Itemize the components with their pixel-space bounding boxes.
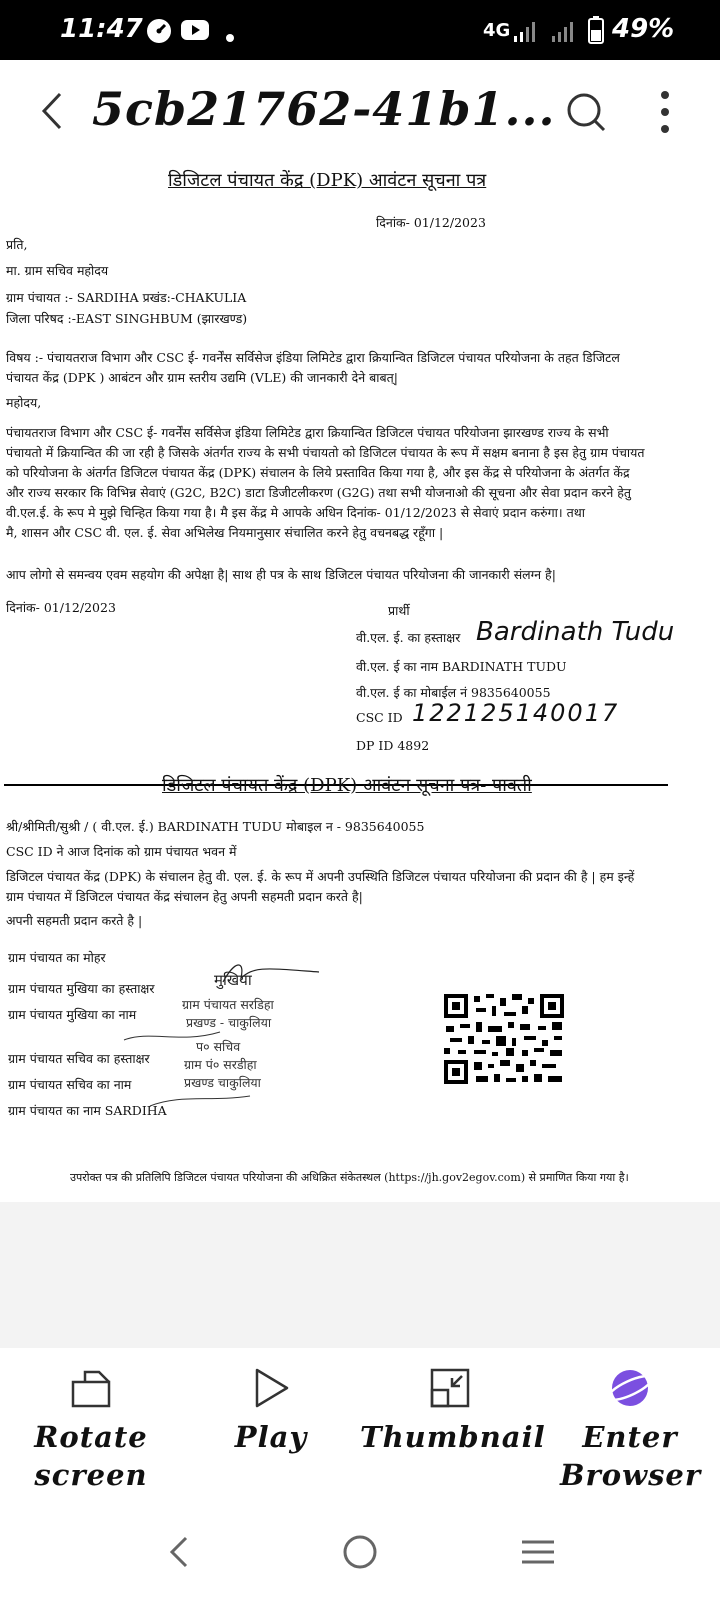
vle-mobile: वी.एल. ई का मोबाईल नं 9835640055 bbox=[356, 685, 551, 700]
rotate-label-2: screen bbox=[34, 1458, 148, 1492]
subject-line-2: पंचायत केंद्र (DPK ) आबंटन और ग्राम स्तरीय उद्यमि (VLE) की जानकारी देने बाबत्| bbox=[6, 370, 399, 385]
nav-recents-button[interactable] bbox=[518, 1532, 558, 1572]
mukhiya-signature-scribble bbox=[215, 958, 325, 988]
search-icon bbox=[562, 88, 610, 136]
back-button[interactable] bbox=[30, 88, 76, 134]
applicant-label: प्रार्थी bbox=[388, 603, 410, 618]
csc-id-handwritten: 122125140017 bbox=[412, 699, 620, 727]
signal-icon bbox=[512, 20, 582, 46]
csc-id-label: CSC ID bbox=[356, 710, 403, 725]
date-line: दिनांक- 01/12/2023 bbox=[376, 215, 486, 230]
sachiv-sign-label: ग्राम पंचायत सचिव का हस्ताक्षर bbox=[8, 1051, 150, 1066]
receipt-body-2: ग्राम पंचायत में डिजिटल पंचायत केंद्र संचालन हेतु अपनी सहमती प्रदान करते है| bbox=[6, 889, 363, 904]
nav-home-button[interactable] bbox=[340, 1532, 380, 1572]
document-page bbox=[0, 162, 720, 1202]
body-line-4: और राज्य सरकार कि विभिन्न सेवाएं (G2C, B2C) डाटा डिजीटलीकरण (G2G) तथा सभी योजनाओ की सूचना और सेवा प्रदान करने हेतु bbox=[6, 485, 632, 500]
speedometer-icon bbox=[146, 18, 172, 48]
panchayat-name-label: ग्राम पंचायत का नाम SARDIHA bbox=[8, 1103, 167, 1118]
thumbnail-button[interactable] bbox=[360, 1366, 546, 1456]
planet-browser-icon bbox=[607, 1366, 653, 1410]
play-icon bbox=[249, 1366, 293, 1410]
network-type: 4G bbox=[483, 20, 511, 41]
notification-dot-icon bbox=[226, 27, 234, 46]
thumbnail-icon bbox=[428, 1366, 472, 1410]
browser-label-2: Browser bbox=[560, 1458, 702, 1492]
date-left: दिनांक- 01/12/2023 bbox=[6, 600, 116, 615]
rotate-screen-button[interactable] bbox=[24, 1366, 158, 1494]
battery-level: 49% bbox=[612, 14, 675, 44]
youtube-icon bbox=[180, 18, 210, 46]
panchayat-line: ग्राम पंचायत :- SARDIHA प्रखंड:-CHAKULIA bbox=[6, 290, 247, 305]
more-options-button[interactable] bbox=[650, 86, 680, 138]
nav-back-button[interactable] bbox=[160, 1532, 200, 1572]
system-navigation-bar bbox=[0, 1520, 720, 1600]
seal-label: ग्राम पंचायत का मोहर bbox=[8, 950, 106, 965]
stamp-sachiv-line-3: प्रखण्ड चाकुलिया bbox=[184, 1075, 261, 1090]
play-label: Play bbox=[234, 1420, 308, 1454]
body-line-6: मै, शासन और CSC वी. एल. ई. सेवा अभिलेख नियमानुसार संचालित करने हेतु वचनबद्ध रहूँगा | bbox=[6, 525, 444, 540]
receipt-consent: अपनी सहमती प्रदान करते है | bbox=[6, 913, 143, 928]
mukhiya-name-label: ग्राम पंचायत मुखिया का नाम bbox=[8, 1007, 137, 1022]
rotate-label-1: Rotate bbox=[34, 1420, 148, 1454]
body-line-3: को परियोजना के अंतर्गत डिजिटल पंचायत केंद्र (DPK) संचालन के लिये प्रस्तावित किया गया है, और इस केंद्र से परियोजना के अंतर्गत केंद्र bbox=[6, 465, 630, 480]
salutation: महोदय, bbox=[6, 395, 42, 410]
rotate-icon bbox=[69, 1366, 113, 1410]
sachiv-name-label: ग्राम पंचायत सचिव का नाम bbox=[8, 1077, 132, 1092]
stamp-mukhiya-line-2: ग्राम पंचायत सरडिहा bbox=[182, 997, 274, 1012]
receipt-csc: CSC ID ने आज दिनांक को ग्राम पंचायत भवन में bbox=[6, 844, 237, 859]
browser-label-1: Enter bbox=[582, 1420, 678, 1454]
nav-home-icon bbox=[340, 1532, 380, 1572]
search-button[interactable] bbox=[562, 88, 610, 136]
thumbnail-label: Thumbnail bbox=[360, 1420, 546, 1454]
mukhiya-sign-label: ग्राम पंचायत मुखिया का हस्ताक्षर bbox=[8, 981, 155, 996]
page-background bbox=[0, 1202, 720, 1348]
status-bar bbox=[0, 0, 720, 60]
stamp-sachiv-line-2: ग्राम पं० सरडीहा bbox=[184, 1057, 257, 1072]
battery-icon bbox=[588, 16, 604, 48]
vle-name: वी.एल. ई का नाम BARDINATH TUDU bbox=[356, 659, 567, 674]
addressee: मा. ग्राम सचिव महोदय bbox=[6, 263, 109, 278]
receipt-body-1: डिजिटल पंचायत केंद्र (DPK) के संचालन हेतु वी. एल. ई. के रूप में अपनी उपस्थिति डिजिटल पंचायत परियोजना की प्रदान की है | हम इन्हें bbox=[6, 869, 635, 884]
enter-browser-button[interactable] bbox=[560, 1366, 700, 1494]
cooperation-line: आप लोगो से समन्वय एवम सहयोग की अपेक्षा है| साथ ही पत्र के साथ डिजिटल पंचायत परियोजना की जानकारी संलग्न है| bbox=[6, 567, 556, 582]
qr-code bbox=[442, 992, 566, 1086]
to-line: प्रति, bbox=[6, 237, 28, 252]
subject-line-1: विषय :- पंचायतराज विभाग और CSC ई- गवर्नेंस सर्विसेज इंडिया लिमिटेड द्वारा क्रियान्वित डिजिटल पंचायत परियोजना के तहत डिजिटल bbox=[6, 350, 620, 365]
vle-signature: Bardinath Tudu bbox=[476, 617, 675, 647]
document-title: 5cb21762-41b1... bbox=[92, 82, 556, 136]
nav-menu-icon bbox=[518, 1532, 558, 1572]
stamp-sachiv-line-1: प० सचिव bbox=[196, 1039, 241, 1054]
chevron-left-icon bbox=[30, 88, 76, 134]
body-line-5: वी.एल.ई. के रूप मे मुझे चिन्हित किया गया है। मै इस केंद्र मे आपके अधिन दिनांक- 01/12/2023 से सेवाएं प्रदान करुंगा। तथा bbox=[6, 505, 585, 520]
document-heading: डिजिटल पंचायत केंद्र (DPK) आवंटन सूचना पत्र bbox=[168, 170, 487, 191]
receipt-heading: डिजिटल पंचायत केंद्र (DPK) आवंटन सूचना पत्र- पावती bbox=[162, 775, 532, 796]
stamp-mukhiya-line-3: प्रखण्ड - चाकुलिया bbox=[186, 1015, 272, 1030]
footer-note: उपरोक्त पत्र की प्रतिलिपि डिजिटल पंचायत परियोजना की अधिक्रित संकेतस्थल (https://jh.gov2egov.com) से प्रमाणित किया गया है। bbox=[70, 1171, 629, 1184]
receipt-person: श्री/श्रीमिती/सुश्री / ( वी.एल. ई.) BARDINATH TUDU मोबाइल न - 9835640055 bbox=[6, 819, 425, 834]
nav-back-icon bbox=[160, 1532, 200, 1572]
dp-id: DP ID 4892 bbox=[356, 738, 430, 753]
status-time: 11:47 bbox=[60, 14, 143, 44]
vle-signature-label: वी.एल. ई. का हस्ताक्षर bbox=[356, 630, 461, 645]
body-line-1: पंचायतराज विभाग और CSC ई- गवर्नेंस सर्विसेज इंडिया लिमिटेड द्वारा क्रियान्वित डिजिटल पंचायत परियोजना झारखण्ड राज्य के सभी bbox=[6, 425, 609, 440]
app-bar bbox=[0, 60, 720, 163]
stamp-mukhiya-title: मुखिया bbox=[214, 971, 252, 989]
play-button[interactable] bbox=[216, 1366, 326, 1456]
more-vertical-icon bbox=[650, 86, 680, 138]
body-line-2: पंचायतो में क्रियान्वित की जा रही है जिसके अंतर्गत राज्य के सभी पंचायतो को डिजिटल पंचायत के रूप में सक्षम बनाना है इस हेतु ग्राम पंचायत bbox=[6, 445, 645, 460]
district-line: जिला परिषद :-EAST SINGHBUM (झारखण्ड) bbox=[6, 311, 248, 326]
